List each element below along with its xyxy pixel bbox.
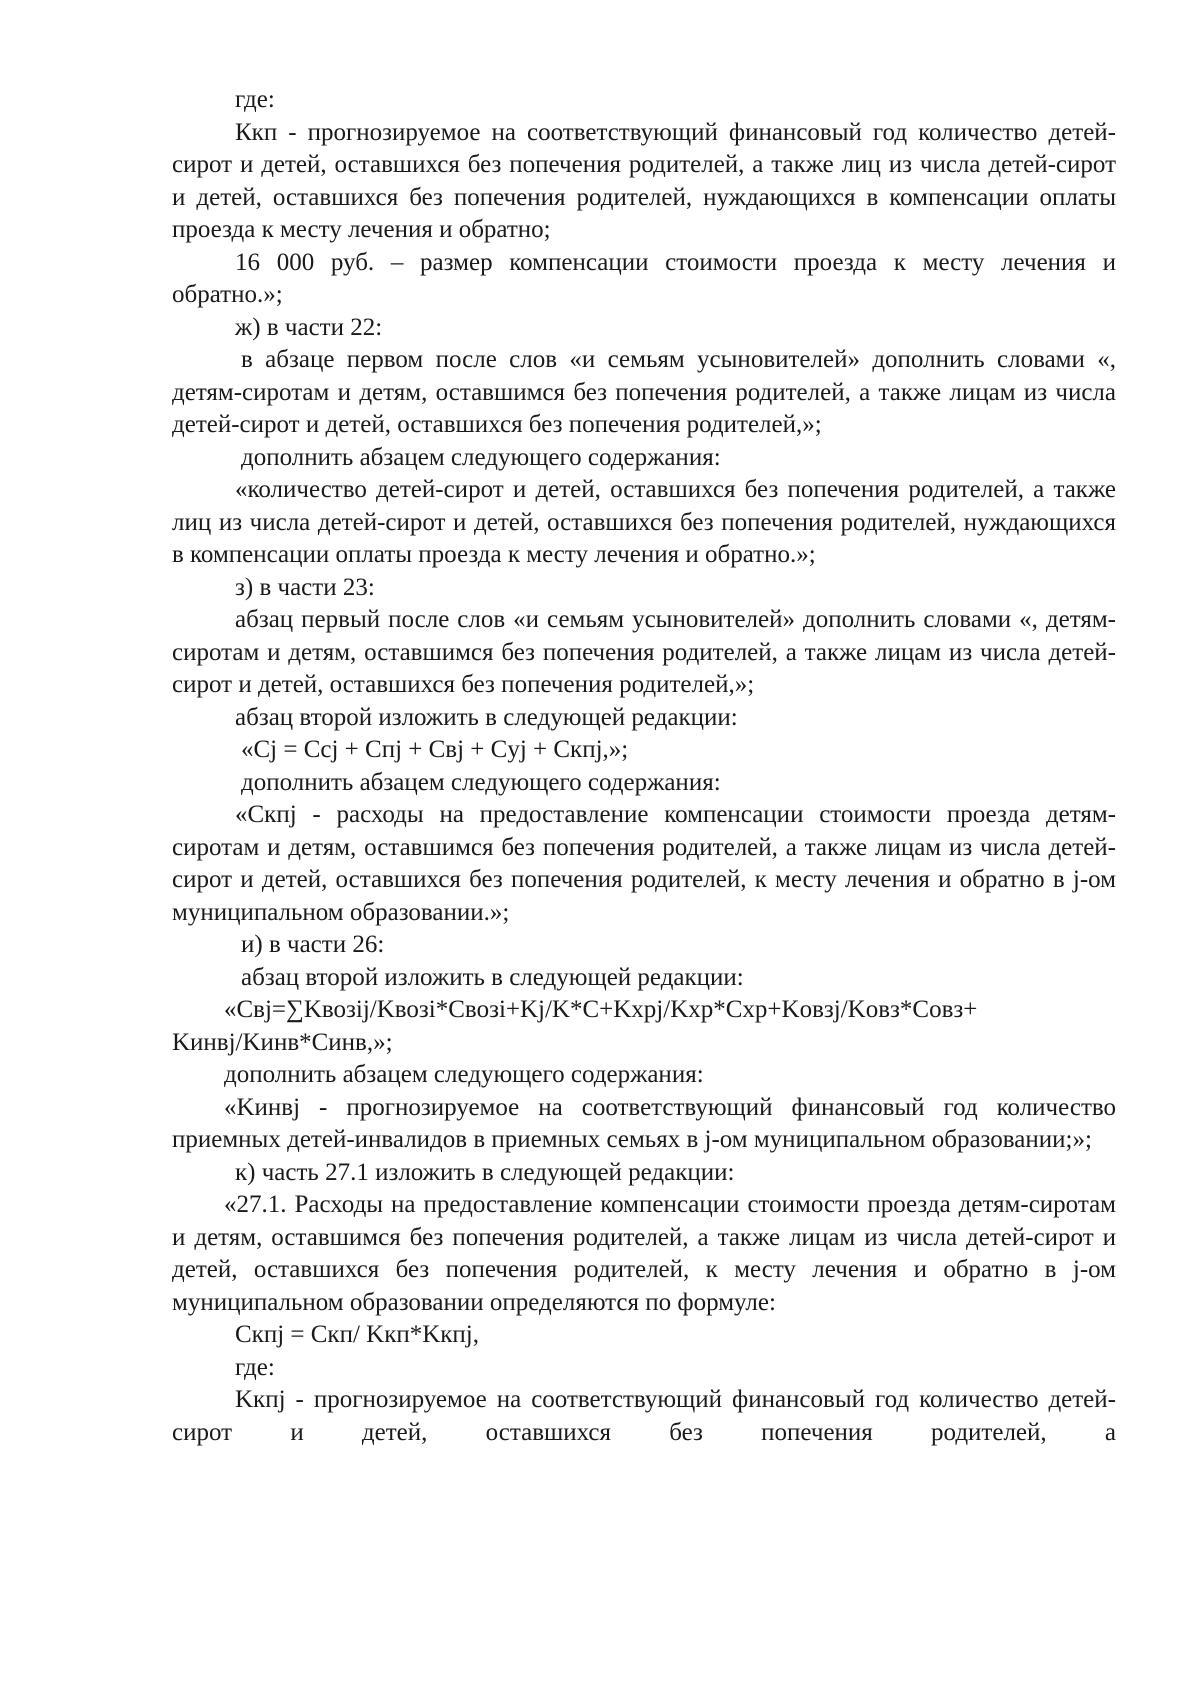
paragraph-kinvj-definition: «Kинвj - прогнозируемое на соответствующий финансовый год количество приемных детей-инвалидов в приемных семьях в j-ом муниципальном образовании;»; bbox=[172, 1093, 1116, 1153]
paragraph-second-abzac-edit-1: абзац второй изложить в следующей редакции: bbox=[235, 703, 738, 731]
paragraph-part-22-first-abzac: в абзаце первом после слов «и семьям усыновителей» дополнить словами «, детям-сиротам и детям, оставшимся без попечения родителей, а также лицам из числа детей-сирот и детей, оставшихся без попечения родителей,»; bbox=[172, 346, 1116, 438]
paragraph-part-22-heading: ж) в части 22: bbox=[235, 313, 383, 341]
paragraph-ckpj-definition: «Cкпj - расходы на предоставление компенсации стоимости проезда детям-сиротам и детям, оставшимся без попечения родителей, а также лицам из числа детей-сирот и детей, оставшихся без попечения родителей, к месту лечения и обратно в j-ом муниципальном образовании.»; bbox=[172, 801, 1116, 926]
paragraph-part-26-heading: и) в части 26: bbox=[241, 931, 385, 958]
paragraph-second-abzac-edit-2: абзац второй изложить в следующей редакции: bbox=[241, 963, 744, 991]
paragraph-part-27-1-text: «27.1. Расходы на предоставление компенсации стоимости проезда детям-сиротам и детям, оставшимся без попечения родителей, а также лицам из числа детей-сирот и детей, оставшихся без попечения родителей, к месту лечения и обратно в j-ом муниципальном образовании определяются по формуле: bbox=[172, 1191, 1116, 1316]
document-body bbox=[172, 84, 1116, 1449]
paragraph-add-abzac-3: дополнить абзацем следующего содержания: bbox=[224, 1061, 704, 1088]
formula-ckpj: Cкпj = Cкп/ Kкп*Kкпj, bbox=[235, 1321, 479, 1348]
paragraph-kkp-definition: Ккп - прогнозируемое на соответствующий финансовый год количество детей-сирот и детей, оставшихся без попечения родителей, а также лиц из числа детей-сирот и детей, оставшихся без попечения родителей, нуждающихся в компенсации оплаты проезда к месту лечения и обратно; bbox=[172, 118, 1116, 243]
paragraph-where-1: где: bbox=[235, 86, 275, 113]
paragraph-part-27-1-heading: к) часть 27.1 изложить в следующей редакции: bbox=[235, 1158, 735, 1186]
paragraph-part-23-first-abzac: абзац первый после слов «и семьям усыновителей» дополнить словами «, детям-сиротам и детям, оставшимся без попечения родителей, а также лицам из числа детей-сирот и детей, оставшихся без попечения родителей,»; bbox=[172, 606, 1116, 698]
formula-cvj: «Cвj=∑Kвозij/Kвозi*Cвозi+Kj/K*C+Kхрj/Kхр*Cхр+Kовзj/Kовз*Cовз+ Kинвj/Kинв*Cинв,»; bbox=[172, 996, 978, 1056]
paragraph-where-2: где: bbox=[235, 1353, 275, 1381]
paragraph-kkpj-definition: Kкпj - прогнозируемое на соответствующий финансовый год количество детей-сирот и детей, оставшихся без попечения родителей, а bbox=[172, 1386, 1116, 1446]
paragraph-compensation-amount: 16 000 руб. – размер компенсации стоимости проезда к месту лечения и обратно.»; bbox=[172, 248, 1116, 308]
paragraph-part-23-heading: з) в части 23: bbox=[235, 573, 375, 601]
paragraph-add-abzac-1: дополнить абзацем следующего содержания: bbox=[241, 443, 721, 471]
formula-cj: «Cj = Ccj + Cпj + Cвj + Cуj + Cкпj,»; bbox=[241, 736, 629, 763]
paragraph-add-abzac-2: дополнить абзацем следующего содержания: bbox=[241, 768, 721, 796]
paragraph-quantity-text: «количество детей-сирот и детей, оставшихся без попечения родителей, а также лиц из числа детей-сирот и детей, оставшихся без попечения родителей, нуждающихся в компенсации оплаты проезда к месту лечения и обратно.»; bbox=[172, 476, 1116, 568]
